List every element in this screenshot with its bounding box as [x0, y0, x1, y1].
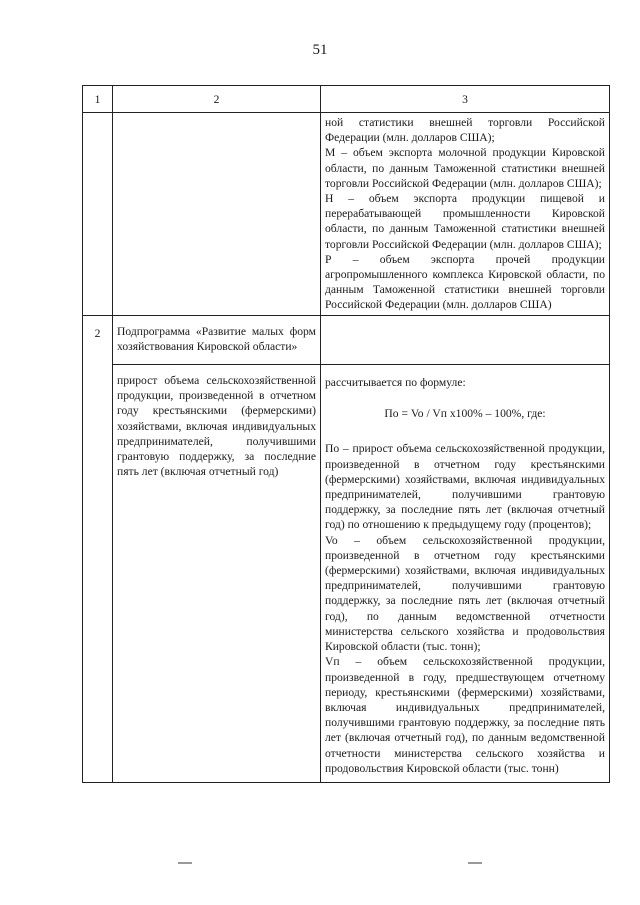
formula-intro: рассчитывается по формуле: [325, 376, 466, 390]
cell-empty [113, 113, 321, 316]
cell-empty [83, 113, 113, 316]
indicator-name: прирост объема сельскохозяйственной продукции, произведенной в отчетном году крестьянскими (фермерскими) хозяйствами, включая индивидуальных предпринимателей, получившими грантовую поддержку, за последние пять лет (включая отчетный год) [113, 365, 321, 783]
definition-text: М – объем экспорта молочной продукции Кировской области, по данным Таможенной статистики внешней торговли Российской Федерации (млн. долларов США); [325, 146, 605, 190]
definition-text: По – прирост объема сельскохозяйственной продукции, произведенной в отчетном году крестьянскими (фермерскими) хозяйствами, включая индивидуальных предпринимателей, получившими грантовую поддержку, за последние пять лет (включая отчетный год) по отношению к предыдущему году (процентов); [325, 442, 605, 532]
page-number: 51 [312, 42, 328, 58]
formula: По = Vo / Vп х100% – 100%, где: [384, 407, 546, 421]
header-col-3: 3 [321, 86, 610, 113]
definition-text: Vo – объем сельскохозяйственной продукции, произведенной в отчетном году крестьянскими (фермерскими) хозяйствами, включая индивидуальных предпринимателей, получившими грантовую поддержку, за последние пять лет (включая отчетный год), по данным ведомственной отчетности министерства сельского хозяйства и продовольствия Кировской области (тыс. тонн); [325, 533, 605, 654]
table-row-subprogram [83, 315, 610, 364]
calculation-cell [321, 365, 610, 783]
table-row-continuation [83, 113, 610, 316]
header-col-2: 2 [113, 86, 321, 113]
scan-mark [468, 862, 482, 864]
scan-mark [178, 862, 192, 864]
scan-marks [0, 862, 640, 872]
definition-text: Н – объем экспорта продукции пищевой и перерабатывающей промышленности Кировской области, по данным Таможенной статистики внешней торговли Российской Федерации (млн. долларов США); [325, 192, 605, 251]
subprogram-title: Подпрограмма «Развитие малых форм хозяйствования Кировской области» [113, 315, 321, 364]
definition-text: Р – объем экспорта прочей продукции агропромышленного комплекса Кировской области, по данным Таможенной статистики внешней торговли Российской Федерации (млн. долларов США) [325, 252, 605, 312]
table-header-row [83, 86, 610, 113]
header-col-1: 1 [83, 86, 113, 113]
indicators-table [82, 85, 610, 783]
row-number: 2 [83, 315, 113, 782]
cell-empty [321, 315, 610, 364]
definition-text: Vп – объем сельскохозяйственной продукции, произведенной в году, предшествующем отчетному периоду, крестьянскими (фермерскими) хозяйствами, включая индивидуальных предпринимателей, получившими грантовую поддержку, за последние пять лет (включая отчетный год), по данным ведомственной отчетности министерства сельского хозяйства и продовольствия Кировской области (тыс. тонн) [325, 655, 605, 775]
table-row-indicator [83, 365, 610, 783]
definitions-cell [321, 113, 610, 316]
definition-text: ной статистики внешней торговли Российской Федерации (млн. долларов США); [325, 116, 605, 145]
